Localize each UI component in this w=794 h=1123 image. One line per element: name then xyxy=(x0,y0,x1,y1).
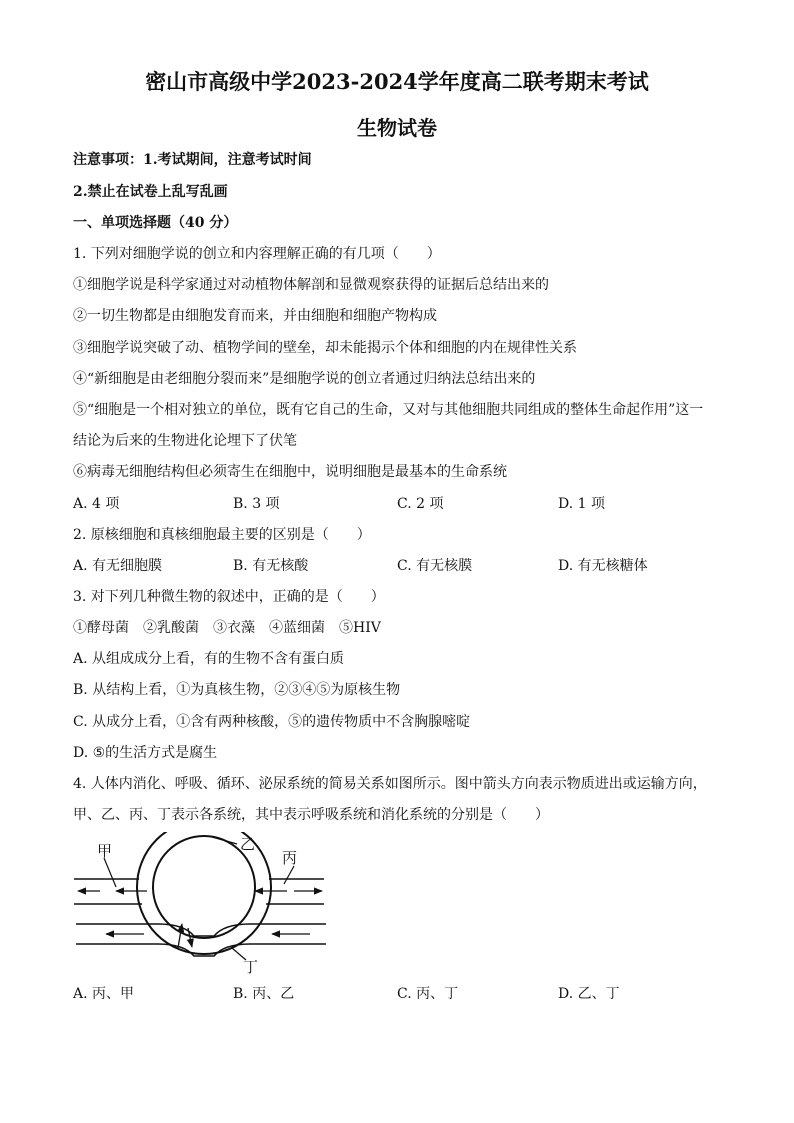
q4-option-b: B. 丙、乙 xyxy=(233,986,295,1002)
q4-option-d: D. 乙、丁 xyxy=(558,986,620,1002)
q2-option-a: A. 有无细胞膜 xyxy=(73,558,163,574)
q1-statement-5a: ⑤“细胞是一个相对独立的单位，既有它自己的生命，又对与其他细胞共同组成的整体生命起作用”这一 xyxy=(73,402,704,418)
q2-stem: 2. 原核细胞和真核细胞最主要的区别是（ ） xyxy=(73,527,371,543)
q1-statement-6: ⑥病毒无细胞结构但必须寄生在细胞中，说明细胞是最基本的生命系统 xyxy=(73,464,507,480)
notes-line-2: 2.禁止在试卷上乱写乱画 xyxy=(73,184,228,200)
q1-option-c: C. 2 项 xyxy=(397,496,444,512)
label-yi: 乙 xyxy=(240,835,256,853)
q2-option-c: C. 有无核膜 xyxy=(397,558,473,574)
q1-option-d: D. 1 项 xyxy=(558,496,605,512)
q1-statement-4: ④“新细胞是由老细胞分裂而来”是细胞学说的创立者通过归纳法总结出来的 xyxy=(73,371,536,387)
q2-option-d: D. 有无核糖体 xyxy=(558,558,648,574)
q3-option-d: D. ⑤的生活方式是腐生 xyxy=(73,745,218,761)
jia-leader xyxy=(104,858,116,887)
yi-leader xyxy=(212,837,237,844)
q3-stem: 3. 对下列几种微生物的叙述中，正确的是（ ） xyxy=(73,589,385,605)
label-ding: 丁 xyxy=(243,958,259,976)
q3-option-a: A. 从组成成分上看，有的生物不含有蛋白质 xyxy=(73,651,345,667)
q1-option-a: A. 4 项 xyxy=(73,496,120,512)
bottom-arrow-down xyxy=(188,928,192,947)
q1-stem: 1. 下列对细胞学说的创立和内容理解正确的有几项（ ） xyxy=(73,246,441,262)
q4-stem-line-2: 甲、乙、丙、丁表示各系统，其中表示呼吸系统和消化系统的分别是（ ） xyxy=(73,807,549,823)
label-bing: 丙 xyxy=(282,849,298,867)
q4-option-c: C. 丙、丁 xyxy=(397,986,459,1002)
label-jia: 甲 xyxy=(97,842,113,860)
q1-statement-3: ③细胞学说突破了动、植物学间的壁垒，却未能揭示个体和细胞的内在规律性关系 xyxy=(73,340,577,356)
q1-statement-2: ②一切生物都是由细胞发育而来，并由细胞和细胞产物构成 xyxy=(73,308,437,324)
q4-stem-line-1: 4. 人体内消化、呼吸、循环、泌尿系统的简易关系如图所示。图中箭头方向表示物质进出或运输方向， xyxy=(73,776,707,792)
q1-option-b: B. 3 项 xyxy=(233,496,280,512)
q3-items: ①酵母菌 ②乳酸菌 ③衣藻 ④蓝细菌 ⑤HIV xyxy=(73,620,381,636)
q3-option-b: B. 从结构上看，①为真核生物，②③④⑤为原核生物 xyxy=(73,682,401,698)
body-systems-diagram xyxy=(72,832,332,982)
notes-line-1: 注意事项：1.考试期间，注意考试时间 xyxy=(73,152,312,168)
q4-option-a: A. 丙、甲 xyxy=(73,986,135,1002)
q1-statement-5b: 结论为后来的生物进化论埋下了伏笔 xyxy=(73,433,297,449)
section-heading: 一、单项选择题（40 分） xyxy=(73,215,238,231)
q2-option-b: B. 有无核酸 xyxy=(233,558,309,574)
q1-statement-1: ①细胞学说是科学家通过对动植物体解剖和显微观察获得的证据后总结出来的 xyxy=(73,277,549,293)
exam-subtitle: 生物试卷 xyxy=(357,116,437,140)
bing-leader xyxy=(284,866,294,884)
q3-option-c: C. 从成分上看，①含有两种核酸，⑤的遗传物质中不含胸腺嘧啶 xyxy=(73,714,471,730)
exam-title: 密山市高级中学2023-2024学年度高二联考期末考试 xyxy=(145,69,649,94)
